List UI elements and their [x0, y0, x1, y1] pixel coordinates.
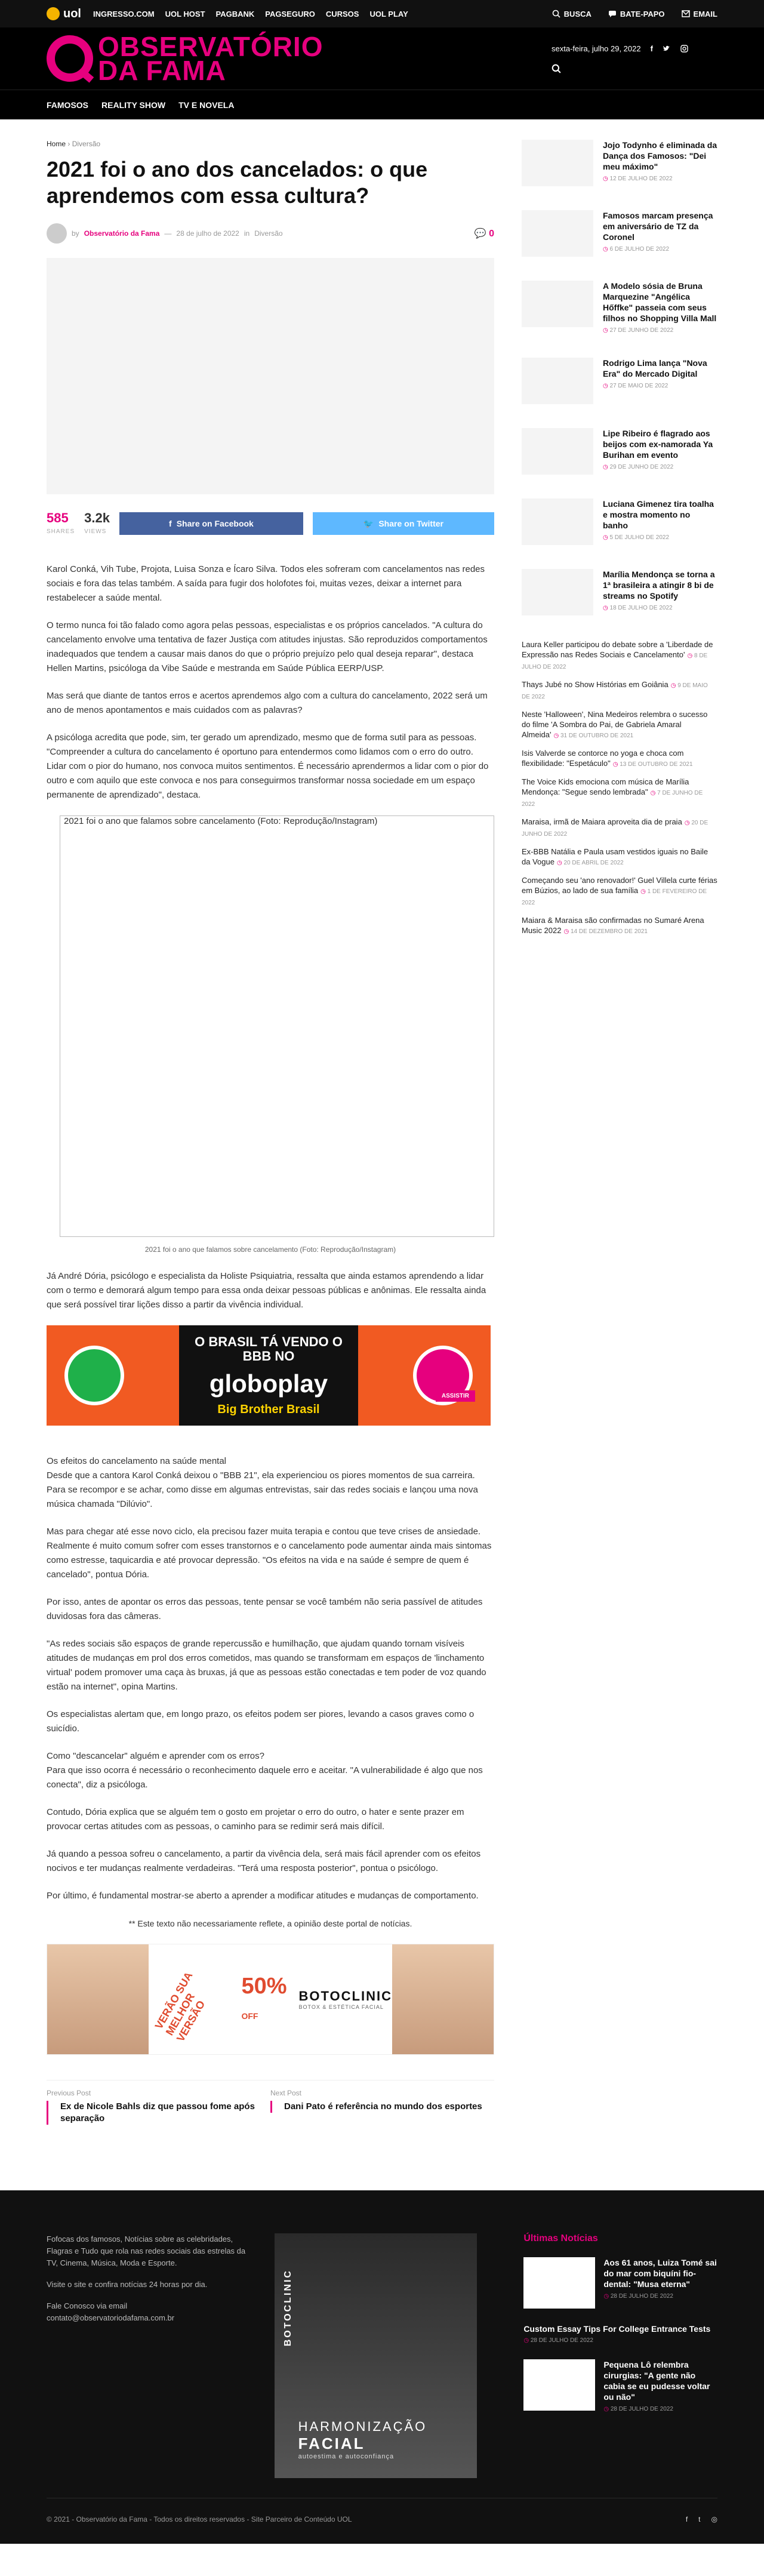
sidebar-list-title[interactable]: Maraisa, irmã de Maiara aproveita dia de praia — [522, 817, 682, 826]
topnav-item[interactable]: UOL PLAY — [369, 9, 408, 19]
sidebar-featured-item[interactable] — [522, 140, 717, 186]
video-placeholder[interactable] — [47, 258, 494, 494]
footer-news-thumbnail[interactable] — [523, 2359, 595, 2411]
sidebar-list-title[interactable]: Ex-BBB Natália e Paula usam vestidos iguais no Baile da Vogue — [522, 847, 708, 866]
views-label: VIEWS — [84, 528, 107, 535]
sidebar-list-title[interactable]: Maiara & Maraisa são confirmadas no Sumaré Arena Music 2022 — [522, 916, 704, 935]
topnav-item[interactable]: PAGBANK — [215, 9, 255, 19]
nav-item-tv-e-novela[interactable]: TV E NOVELA — [178, 100, 235, 110]
category-link[interactable]: Diversão — [254, 229, 283, 238]
sidebar-thumbnail[interactable] — [522, 358, 593, 404]
share-bar — [47, 511, 494, 536]
paragraph: Contudo, Dória explica que se alguém tem o gosto em projetar o erro do outro, o hater e sente prazer em provocar certas atitudes com as pessoas, o caminho para se redimir será mais difícil. — [47, 1807, 464, 1832]
sidebar-thumbnail[interactable] — [522, 210, 593, 257]
footer-news-thumbnail[interactable] — [523, 2257, 595, 2309]
uol-search-button[interactable] — [552, 10, 592, 19]
sidebar-item-title[interactable]: Rodrigo Lima lança "Nova Era" do Mercado Digital — [603, 358, 707, 378]
sidebar-item-title[interactable]: Luciana Gimenez tira toalha e mostra momento no banho — [603, 499, 714, 530]
footer-news-title-link[interactable]: Custom Essay Tips For College Entrance Tests — [523, 2324, 711, 2334]
views-stat — [84, 511, 110, 536]
footer-about-text: Visite o site e confira notícias 24 horas por dia. — [47, 2280, 208, 2289]
article-column — [47, 140, 494, 2190]
sidebar-featured-item[interactable] — [522, 498, 717, 545]
topnav-item[interactable]: UOL HOST — [165, 9, 205, 19]
instagram-icon[interactable] — [680, 45, 688, 53]
footer-bottom — [47, 2498, 717, 2523]
footer-news-list — [523, 2257, 717, 2412]
comments-link[interactable] — [475, 227, 494, 239]
uol-logo[interactable] — [47, 7, 81, 21]
footer-ad-h1: HARMONIZAÇÃO — [298, 2419, 427, 2434]
ad-offer-value: 50% — [241, 1974, 287, 1999]
uol-topbar — [0, 0, 764, 27]
author-link[interactable]: Observatório da Fama — [84, 229, 160, 238]
ad-show: Big Brother Brasil — [217, 1402, 320, 1416]
copyright: © 2021 - Observatório da Fama - Todos os direitos reservados - Site Parceiro de Conteúdo UOL — [47, 2515, 352, 2523]
uol-topright — [552, 10, 717, 19]
logo-q-mark — [47, 35, 93, 82]
sidebar-plain-list — [522, 639, 717, 937]
share-twitter-button[interactable] — [313, 512, 494, 535]
sidebar-item-date: ◷ 5 DE JULHO DE 2022 — [603, 534, 717, 541]
paragraph: Já quando a pessoa sofreu o cancelamento, a partir da vivência dela, será mais fácil aprender com os efeitos nocivos e ter mudanças realmente verdadeiras. "Terá uma resposta posterior", pontua o psicólogo. — [47, 1849, 481, 1873]
footer-contact — [47, 2300, 251, 2324]
header-date: sexta-feira, julho 29, 2022 — [552, 44, 641, 53]
article-image — [60, 815, 494, 1237]
sidebar-list-title[interactable]: Neste 'Halloween', Nina Medeiros relembra o sucesso do filme 'A Sombra do Pai, de Gabriela Amaral Almeida' — [522, 710, 708, 739]
sidebar-thumbnail[interactable] — [522, 140, 593, 186]
footer-news-item[interactable] — [523, 2257, 717, 2309]
sidebar-list-item[interactable] — [522, 709, 717, 741]
author-avatar[interactable] — [47, 223, 67, 244]
breadcrumb-home[interactable]: Home — [47, 140, 66, 148]
share-facebook-button[interactable] — [119, 512, 303, 535]
paragraph-text: Para que isso ocorra é necessário o reconhecimento daquele erro e aceitar. "A vulnerabilidade é algo que nos conecta", diz a psicóloga. — [47, 1765, 483, 1790]
ad-face-image — [47, 1944, 149, 2054]
in-label: in — [244, 229, 250, 238]
footer-ad-banner[interactable] — [275, 2233, 478, 2478]
disclaimer: ** Este texto não necessariamente reflete, a opinião deste portal de notícias. — [128, 1919, 412, 1928]
by-label: by — [72, 229, 79, 238]
topnav-item[interactable]: INGRESSO.COM — [93, 9, 155, 19]
header-search-icon[interactable] — [552, 64, 561, 73]
sidebar-item-title[interactable]: Lipe Ribeiro é flagrado aos beijos com ex-namorada Ya Burihan em evento — [603, 429, 713, 460]
logo-wordmark — [98, 31, 324, 86]
breadcrumb-separator: › — [67, 140, 70, 148]
sidebar-item-title[interactable]: Famosos marcam presença em aniversário de TZ da Coronel — [603, 211, 713, 242]
bbb-eye-icon — [64, 1346, 124, 1405]
topnav-item[interactable]: PAGSEGURO — [265, 9, 315, 19]
article-meta — [47, 223, 494, 244]
image-caption: 2021 foi o ano que falamos sobre cancelamento (Foto: Reprodução/Instagram) — [144, 1245, 396, 1254]
mail-icon — [682, 10, 690, 17]
sidebar-list-date: ◷ 31 DE OUTUBRO DE 2021 — [553, 733, 633, 739]
ad-promo: VERÃO SUA MELHOR VERSÃO — [152, 1969, 208, 2043]
publish-date: 28 de julho de 2022 — [176, 229, 239, 238]
nav-item-famosos[interactable]: FAMOSOS — [47, 100, 89, 110]
sidebar-list-date: ◷ 20 DE ABRIL DE 2022 — [557, 860, 624, 866]
sidebar-thumbnail[interactable] — [522, 569, 593, 615]
uol-email-button[interactable] — [682, 10, 717, 19]
uol-topnav — [93, 10, 408, 19]
share-twitter-label: Share on Twitter — [378, 519, 443, 528]
sidebar-item-date: ◷ 27 DE MAIO DE 2022 — [603, 383, 717, 389]
article-title: 2021 foi o ano dos cancelados: o que aprendemos com essa cultura? — [47, 157, 428, 208]
sidebar-list-item[interactable] — [522, 915, 717, 937]
sidebar-list-title[interactable]: Laura Keller participou do debate sobre a 'Liberdade de Expressão nas Redes Sociais e Cancelamento' — [522, 640, 713, 659]
sidebar-list-item[interactable] — [522, 777, 717, 810]
section-heading: Os efeitos do cancelamento na saúde mental — [47, 1456, 227, 1466]
sidebar-thumbnail[interactable] — [522, 498, 593, 545]
footer-ad-h2: FACIAL — [298, 2435, 365, 2452]
email-label: EMAIL — [693, 9, 717, 19]
paragraph: Por isso, antes de apontar os erros das pessoas, tente pensar se você também não seria passível de atitudes duvidosas fora das câmeras. — [47, 1597, 483, 1621]
shares-label: SHARES — [47, 528, 75, 535]
sidebar-list-date: ◷ 8 DE JULHO DE 2022 — [522, 653, 707, 670]
comment-count: 0 — [489, 229, 494, 239]
paragraph: Por último, é fundamental mostrar-se aberto a aprender a modificar atitudes e mudanças de comportamento. — [47, 1891, 479, 1901]
ad-cta-button[interactable]: ASSISTIR — [436, 1390, 475, 1402]
footer-news-date: ◷ 28 DE JULHO DE 2022 — [603, 2406, 717, 2412]
site-header — [0, 27, 764, 90]
paragraph: Já André Dória, psicólogo e especialista da Holiste Psiquiatria, ressalta que ainda estamos aprendendo a lidar com o termo e demorará algum tempo para essa onda deixar pessoas públicas e anônimas. Ele ressalta ainda que será possível tirar lições disso a partir da vivência individual. — [47, 1271, 486, 1310]
share-facebook-label: Share on Facebook — [176, 519, 254, 528]
paragraph — [47, 1749, 494, 1792]
site-footer — [0, 2190, 764, 2544]
twitter-icon[interactable] — [663, 45, 671, 52]
paragraph: Os especialistas alertam que, em longo prazo, os efeitos podem ser piores, levando a casos graves como o suicídio. — [47, 1709, 475, 1734]
ad-face-image — [392, 1944, 494, 2054]
sidebar-featured-item[interactable] — [522, 428, 717, 475]
footer-contact-label: Fale Conosco via email — [47, 2301, 128, 2310]
shares-stat — [47, 511, 75, 536]
breadcrumb — [47, 140, 494, 148]
sidebar-item-date: ◷ 18 DE JULHO DE 2022 — [603, 605, 717, 611]
sidebar — [522, 140, 717, 2190]
next-post-link[interactable]: Dani Pato é referência no mundo dos esportes — [270, 2101, 494, 2113]
chat-icon — [608, 10, 617, 18]
sidebar-list-title[interactable]: The Voice Kids emociona com música de Marília Mendonça: "Segue sendo lembrada" — [522, 777, 689, 796]
meta-separator: — — [164, 229, 172, 238]
paragraph: A psicóloga acredita que pode, sim, ter gerado um aprendizado, mesmo que de forma sutil para as pessoas. "Compreender a cultura do cancelamento é oportuno para entendermos como lidamos com o erro do outro. Lidar com o pior do humano, nos convoca muitos sentimentos. É necessário aprendermos a lidar com o pior do outro e com aquilo que este convoca e nos para conseguirmos transformar nossa sociedade em um espaço permanente de aprendizado", destaca. — [47, 733, 489, 800]
sidebar-list-date: ◷ 13 DE OUTUBRO DE 2021 — [613, 761, 693, 768]
next-post — [270, 2089, 494, 2125]
image-alt-text: 2021 foi o ano que falamos sobre cancelamento (Foto: Reprodução/Instagram) — [64, 816, 378, 826]
twitter-icon[interactable]: t — [698, 2515, 701, 2523]
footer-ad-sub: autoestima e autoconfiança — [298, 2453, 395, 2460]
footer-social — [686, 2515, 717, 2523]
sidebar-featured-list — [522, 140, 717, 615]
footer-about — [47, 2233, 251, 2478]
sidebar-list-item[interactable] — [522, 847, 717, 868]
sidebar-list-date: ◷ 9 DE MAIO DE 2022 — [522, 682, 708, 700]
ad-offer-label: OFF — [241, 2011, 258, 2021]
ad-middle — [149, 1969, 392, 2043]
ad-brand-block — [299, 1989, 392, 2010]
sidebar-item-title[interactable]: Jojo Todynho é eliminada da Dança dos Famosos: "Dei meu máximo" — [603, 140, 717, 171]
comment-icon: 💬 — [474, 229, 486, 239]
ad-brand: BOTOCLINIC — [298, 1989, 392, 2003]
paragraph: Mas para chegar até esse novo ciclo, ela precisou fazer muita terapia e contou que teve crises de ansiedade. Realmente é muito comum sofrer com esses transtornos e o cancelamento pode aumentar ainda mais sintomas como estresse, taquicardia e até provocar depressão. "Os efeitos na vida e na saúde é sempre de quem é cancelado", pontua Dória. — [47, 1526, 492, 1580]
sidebar-item-title[interactable]: Marília Mendonça se torna a 1ª brasileira a atingir 8 bi de streams no Spotify — [603, 570, 715, 601]
facebook-icon[interactable]: f — [650, 44, 653, 53]
paragraph: Mas será que diante de tantos erros e acertos aprendemos algo com a cultura do cancelamento, 2022 será um ano de menos apontamentos e mais cuidados com as palavras? — [47, 691, 488, 715]
shares-count: 585 — [47, 510, 69, 525]
footer-ad-brand: BOTOCLINIC — [282, 2269, 293, 2347]
sidebar-item-date: ◷ 6 DE JULHO DE 2022 — [603, 246, 717, 253]
footer-news-title: Últimas Notícias — [523, 2233, 598, 2243]
sidebar-list-date: ◷ 7 DE JUNHO DE 2022 — [522, 790, 703, 808]
uol-logo-icon — [47, 7, 60, 20]
header-right — [552, 44, 717, 73]
previous-post-link[interactable]: Ex de Nicole Bahls diz que passou fome após separação — [47, 2101, 270, 2125]
paragraph: "As redes sociais são espaços de grande repercussão e humilhação, que ajudam quando tornam visíveis atitudes de mudanças em prol dos erros cometidos, mas quando se transformam em espaços de 'linchamento virtual' podem promover uma caça às bruxas, já que as pessoas estão conectadas e tem poder de voz quando estão na internet", opina Martins. — [47, 1639, 486, 1692]
facebook-icon: f — [169, 519, 172, 528]
ad-brand: globoplay — [209, 1369, 328, 1398]
globoplay-ad-banner[interactable] — [47, 1325, 491, 1426]
search-label: BUSCA — [563, 9, 592, 19]
next-post-label: Next Post — [270, 2089, 302, 2097]
sidebar-thumbnail[interactable] — [522, 428, 593, 475]
paragraph-text: Desde que a cantora Karol Conká deixou o "BBB 21", ela experienciou os piores momentos de sua carreira. Para se recompor e se achar, como disse em algumas entrevistas, sair das redes sociais e lançou uma nova música chamada "Dilúvio". — [47, 1470, 478, 1509]
footer-ad-headline — [298, 2419, 427, 2460]
sidebar-thumbnail[interactable] — [522, 281, 593, 327]
logo-line-2: DA FAMA — [98, 55, 226, 86]
footer-news-date: ◷ 28 DE JULHO DE 2022 — [603, 2293, 717, 2300]
main-nav — [0, 90, 764, 119]
logo-line-1: OBSERVATÓRIO — [98, 31, 324, 62]
instagram-icon[interactable]: ◎ — [711, 2515, 717, 2523]
sidebar-list-date: ◷ 20 DE JUNHO DE 2022 — [522, 820, 708, 838]
sidebar-list-title[interactable]: Thays Jubé no Show Histórias em Goiânia — [522, 680, 668, 689]
previous-post-label: Previous Post — [47, 2089, 91, 2097]
sidebar-featured-item[interactable] — [522, 210, 717, 257]
ad-sub: BOTOX & ESTÉTICA FACIAL — [298, 2004, 384, 2010]
sidebar-featured-item[interactable] — [522, 358, 717, 404]
sidebar-list-item[interactable] — [522, 679, 717, 702]
sidebar-list-item[interactable] — [522, 639, 717, 672]
facebook-icon[interactable]: f — [685, 2515, 688, 2523]
footer-about-text: Fofocas dos famosos, Notícias sobre as celebridades, Flagras e Tudo que rola nas redes sociais das estrelas da TV, Cinema, Música, Moda e Esporte. — [47, 2235, 246, 2267]
sidebar-item-date: ◷ 12 DE JULHO DE 2022 — [603, 176, 717, 182]
paragraph — [47, 1454, 494, 1512]
uol-chat-button[interactable] — [608, 10, 665, 19]
uol-logo-text: uol — [63, 7, 81, 20]
sidebar-featured-item[interactable] — [522, 281, 717, 334]
ad-center — [179, 1325, 358, 1426]
footer-news-title-link[interactable]: Pequena Lô relembra cirurgias: "A gente não cabia se eu pudesse voltar ou não" — [603, 2360, 710, 2402]
footer-latest-news — [523, 2233, 717, 2478]
sidebar-item-date: ◷ 27 DE JUNHO DE 2022 — [603, 327, 717, 334]
post-navigation — [47, 2080, 494, 2125]
breadcrumb-current[interactable]: Diversão — [72, 140, 101, 148]
search-icon — [552, 10, 560, 18]
paragraph: Karol Conká, Vih Tube, Projota, Luisa Sonza e Ícaro Silva. Todos eles sofreram com cancelamentos nas redes sociais e fora das telas também. A saída para fugir dos holofotes foi, muitas vezes, deixar a internet para restabelecer a saúde mental. — [47, 564, 485, 603]
views-count: 3.2k — [84, 510, 110, 525]
article-body — [47, 562, 494, 1931]
sidebar-featured-item[interactable] — [522, 569, 717, 615]
sidebar-list-item[interactable] — [522, 817, 717, 839]
sidebar-list-title[interactable]: Começando seu 'ano renovador!' Guel Villela curte férias em Búzios, ao lado de sua família — [522, 876, 717, 895]
footer-news-title-link[interactable]: Aos 61 anos, Luiza Tomé sai do mar com biquíni fio-dental: "Musa eterna" — [603, 2258, 717, 2289]
sidebar-list-date: ◷ 14 DE DEZEMBRO DE 2021 — [563, 928, 647, 935]
nav-item-reality-show[interactable]: REALITY SHOW — [101, 100, 166, 110]
site-logo[interactable] — [47, 31, 324, 86]
chat-label: BATE-PAPO — [620, 9, 665, 19]
footer-news-item[interactable] — [523, 2359, 717, 2412]
sidebar-item-title[interactable]: A Modelo sósia de Bruna Marquezine "Angélica Hőffke" passeia com seus filhos no Shopping Villa Mall — [603, 281, 717, 323]
section-heading: Como "descancelar" alguém e aprender com os erros? — [47, 1751, 264, 1761]
topnav-item[interactable]: CURSOS — [325, 9, 359, 19]
sidebar-item-date: ◷ 29 DE JUNHO DE 2022 — [603, 464, 717, 470]
botoclinic-ad-banner[interactable] — [47, 1944, 494, 2055]
sidebar-list-item[interactable] — [522, 748, 717, 770]
previous-post — [47, 2089, 270, 2125]
paragraph: O termo nunca foi tão falado como agora pelas pessoas, especialistas e os próprios cancelados. "A cultura do cancelamento envolve uma tentativa de fazer Justiça com atitudes injustas. São reproduzidos comportamentos inadequados que tendem a causar mais danos do que o próprio prejuízo pelo qual deseja reparar", destaca Hellen Martins, psicóloga da Vibe Saúde e mestranda em Saúde Pública EERP/USP. — [47, 620, 488, 673]
sidebar-list-title[interactable]: Isis Valverde se contorce no yoga e choca com flexibilidade: "Espetáculo" — [522, 749, 684, 768]
sidebar-list-item[interactable] — [522, 875, 717, 908]
footer-news-date: ◷ 28 DE JULHO DE 2022 — [523, 2337, 717, 2344]
footer-contact-email[interactable]: contato@observatoriodafama.com.br — [47, 2313, 175, 2322]
ad-offer — [241, 1974, 286, 2025]
twitter-icon: 🐦 — [363, 518, 374, 528]
ad-line1: O BRASIL TÁ VENDO O BBB NO — [195, 1334, 343, 1364]
sidebar-list-date: ◷ 1 DE FEVEREIRO DE 2022 — [522, 888, 707, 906]
footer-news-item[interactable] — [523, 2324, 717, 2344]
